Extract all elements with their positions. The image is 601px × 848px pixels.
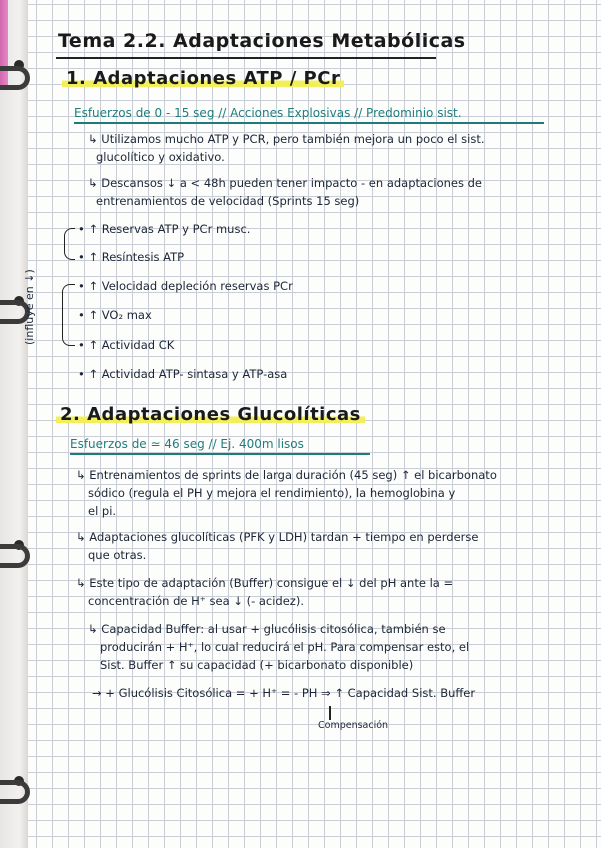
note-line: el pi. bbox=[88, 504, 117, 518]
note-line: ↳ Este tipo de adaptación (Buffer) consigue el ↓ del pH ante la = bbox=[76, 576, 454, 590]
note-line: concentración de H⁺ sea ↓ (- acidez). bbox=[88, 594, 304, 608]
page-title: Tema 2.2. Adaptaciones Metabólicas bbox=[58, 30, 466, 52]
bullet-item: • ↑ Resíntesis ATP bbox=[78, 250, 185, 264]
section-1-subtitle-underline bbox=[74, 122, 544, 124]
down-arrow-stem bbox=[329, 706, 331, 720]
section-1-subtitle: Esfuerzos de 0 - 15 seg // Acciones Explosivas // Predominio sist. bbox=[74, 106, 462, 120]
binder-ring bbox=[0, 66, 30, 90]
note-line: ↳ Adaptaciones glucolíticas (PFK y LDH) tardan + tiempo en perderse bbox=[76, 530, 479, 544]
formula-line: → + Glucólisis Citosólica = + H⁺ = - PH ⇒ ↑ Capacidad Sist. Buffer bbox=[92, 686, 476, 700]
bullet-item: • ↑ Reservas ATP y PCr musc. bbox=[78, 222, 251, 236]
section-1-heading: 1. Adaptaciones ATP / PCr bbox=[62, 68, 344, 89]
bullet-item: • ↑ VO₂ max bbox=[78, 308, 152, 322]
note-line: Sist. Buffer ↑ su capacidad (+ bicarbonato disponible) bbox=[100, 658, 414, 672]
section-2-heading: 2. Adaptaciones Glucolíticas bbox=[56, 404, 365, 425]
note-line: ↳ Descansos ↓ a < 48h pueden tener impacto - en adaptaciones de bbox=[88, 176, 483, 190]
note-line: glucolítico y oxidativo. bbox=[96, 150, 225, 164]
section-2-subtitle: Esfuerzos de ≃ 46 seg // Ej. 400m lisos bbox=[70, 437, 304, 451]
binder-margin bbox=[0, 0, 28, 848]
side-note: (influye en ↓) bbox=[23, 269, 36, 345]
note-line: ↳ Entrenamientos de sprints de larga duración (45 seg) ↑ el bicarbonato bbox=[76, 468, 497, 482]
bullet-item: • ↑ Actividad CK bbox=[78, 338, 175, 352]
note-line: entrenamientos de velocidad (Sprints 15 seg) bbox=[96, 194, 360, 208]
compensation-label: Compensación bbox=[318, 720, 389, 731]
binder-ring bbox=[0, 544, 30, 568]
bullet-item: • ↑ Velocidad depleción reservas PCr bbox=[78, 279, 293, 293]
note-line: producirán + H⁺, lo cual reducirá el pH. Para compensar esto, el bbox=[100, 640, 470, 654]
section-2-subtitle-underline bbox=[70, 453, 370, 455]
note-line: ↳ Utilizamos mucho ATP y PCR, pero también mejora un poco el sist. bbox=[88, 132, 485, 146]
note-line: que otras. bbox=[88, 548, 147, 562]
binder-ring bbox=[0, 780, 30, 804]
note-line: sódico (regula el PH y mejora el rendimiento), la hemoglobina y bbox=[88, 486, 456, 500]
note-line: ↳ Capacidad Buffer: al usar + glucólisis citosólica, también se bbox=[88, 622, 446, 636]
bracket bbox=[64, 228, 75, 260]
bullet-item: • ↑ Actividad ATP- sintasa y ATP-asa bbox=[78, 367, 288, 381]
title-underline bbox=[56, 57, 436, 59]
bracket bbox=[62, 284, 75, 346]
